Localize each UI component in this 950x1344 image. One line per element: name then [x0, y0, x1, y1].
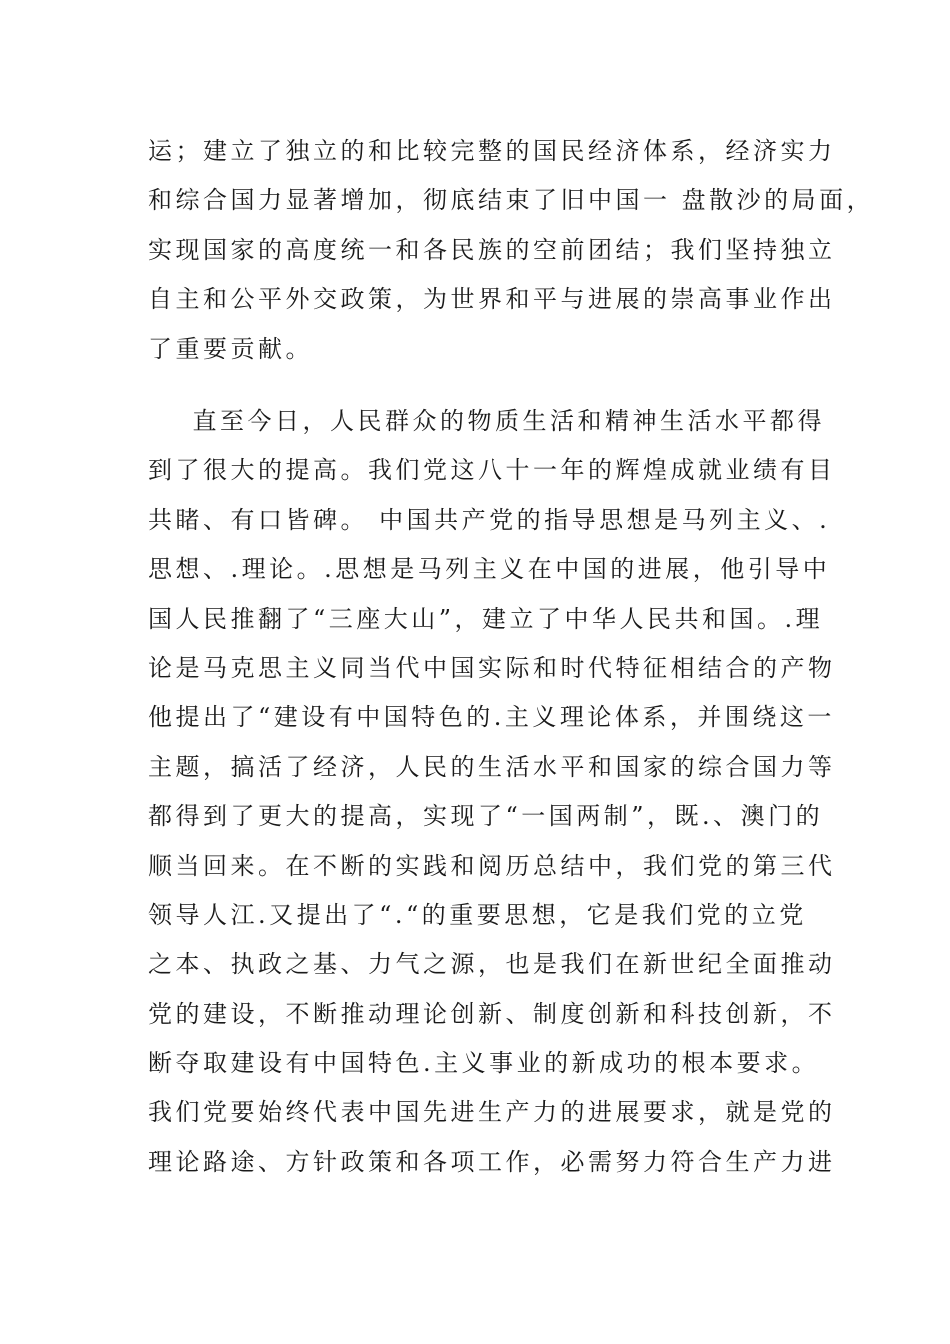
paragraph-1 [148, 127, 875, 374]
paragraph-2 [148, 397, 836, 1187]
text-line: 理论路途、方针政策和各项工作，必需努力符合生产力进 [148, 1147, 836, 1176]
text-line: 自主和公平外交政策，为世界和平与进展的崇高事业作出 [148, 285, 836, 314]
text-line: 到了很大的提高。我们党这八十一年的辉煌成就业绩有目 [148, 456, 836, 485]
text-line: 主题，搞活了经济，人民的生活水平和国家的综合国力等 [148, 752, 836, 781]
text-line: 党的建设，不断推动理论创新、制度创新和科技创新，不 [148, 999, 836, 1028]
text-line: 之本、执政之基、力气之源，也是我们在新世纪全面推动 [148, 950, 836, 979]
text-line: 实现国家的高度统一和各民族的空前团结；我们坚持独立 [148, 235, 836, 264]
text-line: 思想、.理论。.思想是马列主义在中国的进展，他引导中 [148, 555, 831, 584]
text-line: 论是马克思主义同当代中国实际和时代特征相结合的产物 [148, 653, 836, 682]
text-line: 都得到了更大的提高，实现了“一国两制”，既.、澳门的 [148, 802, 824, 831]
text-line: 国人民推翻了“三座大山”，建立了中华人民共和国。.理 [148, 604, 824, 633]
text-line: 了重要贡献。 [148, 334, 313, 363]
text-line: 顺当回来。在不断的实践和阅历总结中，我们党的第三代 [148, 851, 836, 880]
text-line: 断夺取建设有中国特色.主义事业的新成功的根本要求。 [148, 1049, 820, 1078]
text-line: 共睹、有口皆碑。 中国共产党的指导思想是马列主义、. [148, 505, 831, 534]
text-line: 运；建立了独立的和比较完整的国民经济体系，经济实力 [148, 137, 836, 165]
text-line: 和综合国力显著增加，彻底结束了旧中国一 盘散沙的局面， [148, 186, 875, 215]
text-line: 直至今日，人民群众的物质生活和精神生活水平都得 [148, 407, 826, 435]
text-line: 我们党要始终代表中国先进生产力的进展要求，就是党的 [148, 1098, 836, 1127]
text-line: 领导人江.又提出了“.“的重要思想，它是我们党的立党 [148, 900, 807, 929]
text-line: 他提出了“建设有中国特色的.主义理论体系，并围绕这一 [148, 703, 835, 732]
